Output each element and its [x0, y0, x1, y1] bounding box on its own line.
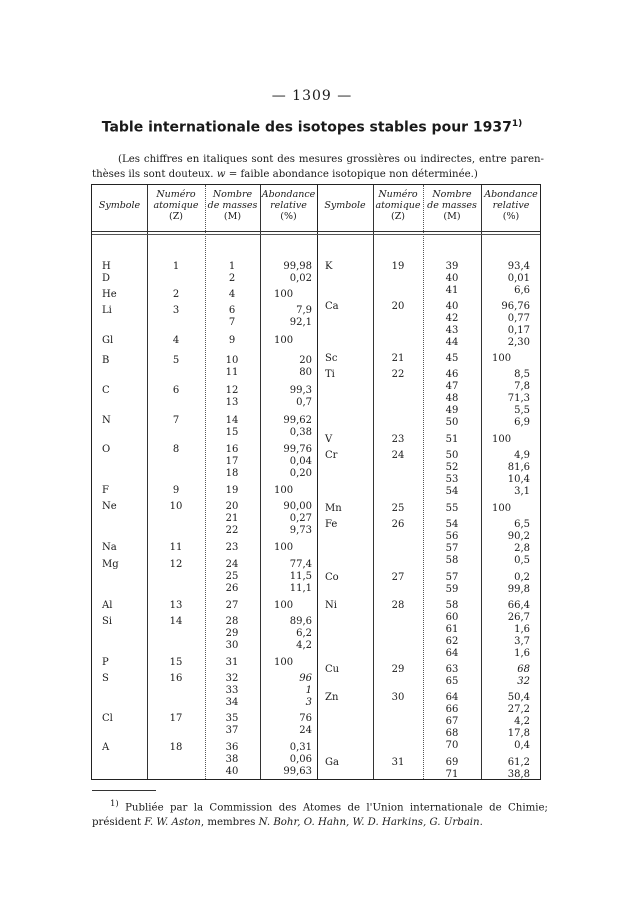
cell-z-right: 28: [391, 600, 405, 611]
cell-mass-right: 40: [445, 273, 459, 284]
cell-mass-right: 64: [445, 692, 459, 703]
cell-abundance-left: 0,31: [289, 742, 312, 753]
header-numero-line3: (Z): [390, 211, 405, 222]
cell-abundance-left: 100: [274, 485, 294, 496]
cell-z-right: 30: [391, 692, 405, 703]
cell-mass-left: 20: [225, 501, 239, 512]
cell-mass-left: 19: [225, 485, 239, 496]
cell-symbol-right: Fe: [325, 519, 338, 530]
cell-abundance-right: 4,2: [514, 716, 530, 727]
cell-mass-right: 41: [445, 285, 459, 296]
cell-abundance-right: 50,4: [507, 692, 530, 703]
footnote-text-3: , membres: [200, 817, 259, 829]
col-divider: [260, 185, 261, 779]
col-divider: [373, 185, 374, 779]
cell-abundance-left: 99,3: [289, 385, 312, 396]
page-title: [0, 119, 624, 136]
col-divider: [147, 185, 148, 779]
cell-abundance-right: 3,1: [514, 486, 530, 497]
cell-abundance-left: 11,5: [289, 571, 312, 582]
header-abondance-line3: (%): [280, 211, 297, 222]
cell-abundance-right: 17,8: [507, 728, 530, 739]
cell-symbol-left: Ne: [102, 501, 117, 512]
footnote-text-2: président: [92, 817, 145, 829]
cell-z-left: 16: [169, 673, 183, 684]
cell-abundance-right: 0,5: [514, 555, 530, 566]
cell-abundance-right: 68: [517, 664, 530, 675]
cell-symbol-right: Ni: [325, 600, 337, 611]
cell-mass-left: 18: [225, 468, 239, 479]
cell-mass-left: 7: [228, 317, 236, 328]
header-abondance-line3: (%): [502, 211, 520, 222]
header-abondance: [260, 189, 317, 222]
cell-mass-left: 38: [225, 754, 239, 765]
footnote-marker: 1): [110, 799, 119, 809]
col-divider: [205, 185, 206, 779]
header-numero-line2: atomique: [153, 200, 199, 211]
cell-mass-left: 16: [225, 444, 239, 455]
cell-z-right: 23: [391, 434, 405, 445]
cell-mass-left: 15: [225, 427, 239, 438]
cell-symbol-left: S: [102, 673, 109, 684]
cell-z-right: 19: [391, 261, 405, 272]
cell-mass-left: 11: [225, 367, 239, 378]
footnote-text-1: Publiée par la Commission des Atomes de l'Union internationale de Chimie;: [118, 802, 548, 814]
cell-abundance-left: 0,7: [296, 397, 312, 408]
footnote-members: N. Bohr, O. Hahn, W. D. Harkins, G. Urbain: [258, 817, 480, 829]
cell-mass-right: 48: [445, 393, 459, 404]
cell-abundance-right: 100: [492, 434, 512, 445]
cell-mass-right: 47: [445, 381, 459, 392]
cell-abundance-left: 99,98: [283, 261, 312, 272]
cell-abundance-left: 100: [274, 289, 294, 300]
header-nombre: [205, 189, 260, 222]
cell-abundance-right: 0,77: [507, 313, 530, 324]
cell-mass-left: 37: [225, 725, 239, 736]
cell-mass-right: 50: [445, 417, 459, 428]
cell-mass-right: 59: [445, 584, 459, 595]
cell-mass-left: 29: [225, 628, 239, 639]
cell-mass-right: 53: [445, 474, 459, 485]
header-abondance-right: [481, 189, 541, 222]
cell-mass-right: 51: [445, 434, 459, 445]
cell-abundance-right: 2,8: [514, 543, 530, 554]
cell-symbol-left: D: [102, 273, 111, 284]
cell-symbol-right: Cu: [325, 664, 340, 675]
cell-symbol-left: He: [102, 289, 117, 300]
cell-abundance-right: 66,4: [507, 600, 530, 611]
cell-mass-left: 35: [225, 713, 239, 724]
cell-mass-left: 2: [228, 273, 236, 284]
cell-abundance-left: 96: [299, 673, 312, 684]
cell-symbol-right: K: [325, 261, 333, 272]
header-nombre-line3: (M): [223, 211, 242, 222]
cell-mass-right: 64: [445, 648, 459, 659]
cell-mass-left: 30: [225, 640, 239, 651]
cell-abundance-left: 7,9: [296, 305, 312, 316]
cell-abundance-left: 99,63: [283, 766, 312, 777]
cell-abundance-right: 5,5: [514, 405, 530, 416]
cell-abundance-right: 81,6: [507, 462, 530, 473]
cell-symbol-right: Ca: [325, 301, 339, 312]
isotope-table: [91, 184, 541, 780]
header-numero-right: [373, 189, 423, 222]
cell-mass-right: 39: [445, 261, 459, 272]
cell-abundance-right: 1,6: [514, 624, 530, 635]
cell-mass-left: 12: [225, 385, 239, 396]
cell-abundance-left: 20: [299, 355, 312, 366]
cell-abundance-left: 0,20: [289, 468, 312, 479]
header-abondance-line2: relative: [270, 200, 307, 211]
cell-z-right: 29: [391, 664, 405, 675]
cell-mass-left: 13: [225, 397, 239, 408]
header-abondance-line1: Abondance: [484, 189, 538, 200]
cell-symbol-left: Li: [102, 305, 112, 316]
cell-mass-left: 10: [225, 355, 239, 366]
cell-abundance-left: 99,76: [283, 444, 312, 455]
intro-line-1: (Les chiffres en italiques sont des mesures grossières ou indirectes, entre paren-: [118, 154, 544, 165]
cell-mass-right: 54: [445, 519, 459, 530]
header-abondance-line2: relative: [492, 200, 530, 211]
cell-abundance-right: 0,2: [514, 572, 530, 583]
cell-abundance-right: 8,5: [514, 369, 530, 380]
cell-abundance-right: 71,3: [507, 393, 530, 404]
cell-abundance-left: 6,2: [296, 628, 312, 639]
cell-mass-right: 70: [445, 740, 459, 751]
cell-symbol-left: A: [102, 742, 110, 753]
cell-symbol-left: Mg: [102, 559, 119, 570]
footnote-rule: [92, 790, 156, 791]
cell-z-right: 21: [391, 353, 405, 364]
header-numero-line2: atomique: [375, 200, 421, 211]
cell-abundance-right: 0,01: [507, 273, 530, 284]
cell-z-right: 24: [391, 450, 405, 461]
cell-z-right: 20: [391, 301, 405, 312]
cell-abundance-left: 0,04: [289, 456, 312, 467]
cell-mass-right: 58: [445, 555, 459, 566]
cell-abundance-right: 1,6: [514, 648, 530, 659]
header-abondance-line1: Abondance: [261, 189, 316, 200]
cell-z-left: 10: [169, 501, 183, 512]
cell-mass-left: 6: [228, 305, 236, 316]
cell-mass-left: 40: [225, 766, 239, 777]
cell-mass-right: 49: [445, 405, 459, 416]
header-nombre-line1: Nombre: [212, 189, 253, 200]
cell-z-left: 7: [172, 415, 180, 426]
cell-symbol-left: B: [102, 355, 110, 366]
cell-z-right: 26: [391, 519, 405, 530]
cell-abundance-right: 6,5: [514, 519, 530, 530]
cell-abundance-left: 1: [305, 685, 312, 696]
cell-symbol-left: Si: [102, 616, 113, 627]
cell-z-left: 6: [172, 385, 180, 396]
cell-mass-left: 21: [225, 513, 239, 524]
cell-symbol-left: N: [102, 415, 111, 426]
cell-mass-right: 60: [445, 612, 459, 623]
cell-symbol-left: H: [102, 261, 111, 272]
cell-symbol-right: V: [325, 434, 333, 445]
header-nombre-line3: (M): [443, 211, 461, 222]
cell-abundance-right: 10,4: [507, 474, 530, 485]
cell-abundance-right: 6,6: [514, 285, 530, 296]
cell-abundance-left: 100: [274, 335, 294, 346]
cell-mass-left: 24: [225, 559, 239, 570]
cell-mass-left: 4: [228, 289, 236, 300]
cell-symbol-right: Ti: [325, 369, 335, 380]
header-nombre-line2: de masses: [427, 200, 477, 211]
cell-symbol-right: Co: [325, 572, 339, 583]
cell-mass-right: 52: [445, 462, 459, 473]
page-number: — 1309 —: [271, 88, 353, 104]
cell-mass-right: 61: [445, 624, 459, 635]
header-numero-line3: (Z): [168, 211, 183, 222]
cell-mass-left: 33: [225, 685, 239, 696]
cell-mass-right: 44: [445, 337, 459, 348]
cell-symbol-left: Al: [102, 600, 113, 611]
cell-mass-left: 17: [225, 456, 239, 467]
cell-abundance-right: 27,2: [507, 704, 530, 715]
cell-abundance-right: 32: [517, 676, 530, 687]
cell-z-left: 3: [172, 305, 180, 316]
col-divider: [481, 185, 482, 779]
cell-z-right: 25: [391, 503, 405, 514]
cell-mass-right: 50: [445, 450, 459, 461]
cell-mass-left: 27: [225, 600, 239, 611]
cell-z-left: 4: [172, 335, 180, 346]
header-numero: [147, 189, 205, 222]
title-text: Table internationale des isotopes stables pour 1937: [101, 119, 512, 136]
cell-z-right: 31: [391, 757, 405, 768]
cell-abundance-right: 3,7: [514, 636, 530, 647]
cell-abundance-right: 99,8: [507, 584, 530, 595]
cell-abundance-right: 2,30: [507, 337, 530, 348]
cell-mass-left: 31: [225, 657, 239, 668]
cell-mass-left: 34: [225, 697, 239, 708]
cell-mass-right: 66: [445, 704, 459, 715]
cell-abundance-right: 26,7: [507, 612, 530, 623]
cell-mass-right: 45: [445, 353, 459, 364]
cell-abundance-right: 96,76: [501, 301, 530, 312]
cell-mass-right: 55: [445, 503, 459, 514]
cell-abundance-right: 6,9: [514, 417, 530, 428]
cell-abundance-left: 4,2: [296, 640, 312, 651]
cell-symbol-right: Mn: [325, 503, 342, 514]
title-footnote-marker: 1): [511, 119, 523, 129]
cell-mass-left: 36: [225, 742, 239, 753]
cell-z-left: 15: [169, 657, 183, 668]
cell-mass-right: 58: [445, 600, 459, 611]
cell-abundance-right: 0,4: [514, 740, 530, 751]
cell-abundance-left: 0,38: [289, 427, 312, 438]
cell-abundance-left: 3: [305, 697, 312, 708]
cell-z-left: 8: [172, 444, 180, 455]
cell-z-left: 14: [169, 616, 183, 627]
cell-mass-right: 57: [445, 543, 459, 554]
col-divider: [423, 185, 424, 779]
header-symbole-right: Symbole: [324, 200, 366, 211]
cell-z-left: 17: [169, 713, 183, 724]
cell-mass-left: 28: [225, 616, 239, 627]
cell-abundance-right: 100: [492, 353, 512, 364]
cell-mass-right: 71: [445, 769, 459, 780]
cell-mass-right: 40: [445, 301, 459, 312]
cell-abundance-right: 100: [492, 503, 512, 514]
cell-abundance-left: 99,62: [283, 415, 312, 426]
cell-abundance-right: 93,4: [507, 261, 530, 272]
cell-mass-left: 9: [228, 335, 236, 346]
cell-z-left: 2: [172, 289, 180, 300]
header-numero-line1: Numéro: [378, 189, 418, 200]
header-nombre-line1: Nombre: [432, 189, 472, 200]
cell-z-left: 18: [169, 742, 183, 753]
cell-abundance-left: 100: [274, 542, 294, 553]
cell-mass-left: 32: [225, 673, 239, 684]
cell-abundance-right: 0,17: [507, 325, 530, 336]
cell-symbol-right: Cr: [325, 450, 338, 461]
cell-mass-left: 14: [225, 415, 239, 426]
cell-abundance-left: 76: [299, 713, 312, 724]
cell-symbol-left: Cl: [102, 713, 113, 724]
cell-z-left: 11: [169, 542, 183, 553]
header-rule: [92, 231, 540, 232]
intro-line-2-start: thèses ils sont douteux.: [92, 169, 217, 180]
cell-symbol-left: O: [102, 444, 111, 455]
header-rule: [92, 234, 540, 235]
cell-abundance-left: 0,27: [289, 513, 312, 524]
cell-symbol-left: Na: [102, 542, 117, 553]
header-nombre-line2: de masses: [207, 200, 258, 211]
cell-mass-right: 65: [445, 676, 459, 687]
intro-line-2-end: = faible abondance isotopique non déterminée.): [225, 169, 478, 180]
cell-mass-right: 68: [445, 728, 459, 739]
cell-abundance-right: 90,2: [507, 531, 530, 542]
cell-mass-left: 25: [225, 571, 239, 582]
footnote-president: F. W. Aston: [144, 817, 201, 829]
cell-mass-right: 54: [445, 486, 459, 497]
cell-mass-left: 22: [225, 525, 239, 536]
cell-mass-right: 46: [445, 369, 459, 380]
cell-mass-right: 57: [445, 572, 459, 583]
cell-abundance-left: 89,6: [289, 616, 312, 627]
cell-abundance-left: 100: [274, 600, 294, 611]
cell-mass-right: 56: [445, 531, 459, 542]
cell-symbol-right: Ga: [325, 757, 339, 768]
cell-mass-right: 67: [445, 716, 459, 727]
cell-mass-right: 69: [445, 757, 459, 768]
cell-abundance-right: 7,8: [514, 381, 530, 392]
cell-abundance-left: 24: [299, 725, 312, 736]
cell-z-left: 13: [169, 600, 183, 611]
cell-abundance-left: 77,4: [289, 559, 312, 570]
cell-abundance-left: 0,02: [289, 273, 312, 284]
cell-symbol-left: P: [102, 657, 109, 668]
cell-symbol-right: Sc: [325, 353, 338, 364]
cell-mass-right: 62: [445, 636, 459, 647]
cell-abundance-left: 11,1: [289, 583, 312, 594]
cell-abundance-right: 61,2: [507, 757, 530, 768]
w-symbol: w: [216, 169, 226, 180]
cell-mass-right: 43: [445, 325, 459, 336]
cell-mass-left: 23: [225, 542, 239, 553]
header-symbole: Symbole: [98, 200, 141, 211]
cell-z-left: 12: [169, 559, 183, 570]
cell-mass-left: 1: [228, 261, 236, 272]
table-center-divider: [317, 185, 318, 779]
cell-z-left: 1: [172, 261, 180, 272]
cell-abundance-right: 38,8: [507, 769, 530, 780]
cell-abundance-left: 100: [274, 657, 294, 668]
cell-symbol-left: C: [102, 385, 110, 396]
cell-symbol-left: F: [102, 485, 109, 496]
intro-note: [92, 152, 544, 182]
cell-abundance-left: 0,06: [289, 754, 312, 765]
cell-mass-left: 26: [225, 583, 239, 594]
cell-abundance-left: 92,1: [289, 317, 312, 328]
footnote: [92, 797, 548, 830]
cell-z-right: 27: [391, 572, 405, 583]
cell-symbol-right: Zn: [325, 692, 339, 703]
footnote-end: .: [479, 817, 483, 829]
cell-z-left: 5: [172, 355, 180, 366]
cell-mass-right: 42: [445, 313, 459, 324]
cell-mass-right: 63: [445, 664, 459, 675]
cell-abundance-left: 80: [299, 367, 312, 378]
cell-abundance-left: 90,00: [283, 501, 312, 512]
cell-abundance-left: 9,73: [289, 525, 312, 536]
cell-z-left: 9: [172, 485, 180, 496]
header-numero-line1: Numéro: [156, 189, 196, 200]
cell-abundance-right: 4,9: [514, 450, 530, 461]
cell-z-right: 22: [391, 369, 405, 380]
cell-symbol-left: Gl: [102, 335, 114, 346]
header-nombre-right: [423, 189, 481, 222]
